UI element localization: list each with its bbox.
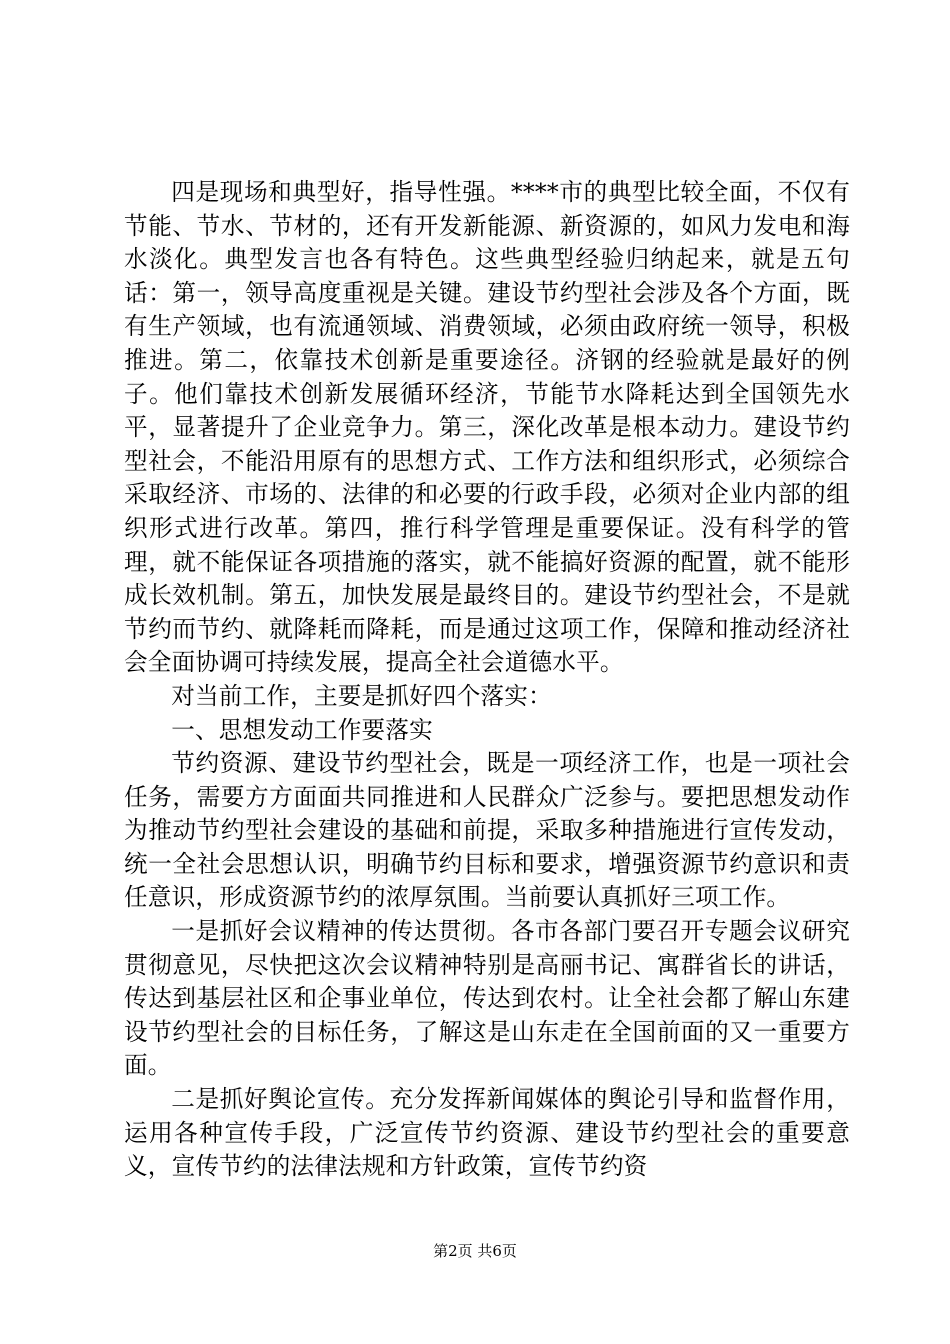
- document-body: [124, 176, 850, 1184]
- paragraph-current-work-intro: 对当前工作，主要是抓好四个落实：: [171, 681, 552, 710]
- section-heading-ideological-mobilization: 一、思想发动工作要落实: [171, 715, 433, 744]
- paragraph-resource-saving: 节约资源、建设节约型社会，既是一项经济工作，也是一项社会任务，需要方方面面共同推进和人民群众广泛参与。要把思想发动作为推动节约型社会建设的基础和前提，采取多种措施进行宣传发动，统一全社会思想认识，明确节约目标和要求，增强资源节约意识和责任意识，形成资源节约的浓厚氛围。当前要认真抓好三项工作。: [124, 749, 850, 912]
- page-number-footer: 第2页 共6页: [433, 1242, 517, 1260]
- paragraph-meeting-spirit: 一是抓好会议精神的传达贯彻。各市各部门要召开专题会议研究贯彻意见，尽快把这次会议精神特别是高丽书记、寓群省长的讲话，传达到基层社区和企事业单位，传达到农村。让全社会都了解山东建设节约型社会的目标任务，了解这是山东走在全国前面的又一重要方面。: [124, 917, 850, 1080]
- paragraph-public-opinion: 二是抓好舆论宣传。充分发挥新闻媒体的舆论引导和监督作用，运用各种宣传手段，广泛宣传节约资源、建设节约型社会的重要意义，宣传节约的法律法规和方针政策，宣传节约资: [124, 1085, 850, 1181]
- paragraph-typical-experience: 四是现场和典型好，指导性强。****市的典型比较全面，不仅有节能、节水、节材的，还有开发新能源、新资源的，如风力发电和海水淡化。典型发言也各有特色。这些典型经验归纳起来，就是五句话：第一，领导高度重视是关键。建设节约型社会涉及各个方面，既有生产领域，也有流通领域、消费领域，必须由政府统一领导，积极推进。第二，依靠技术创新是重要途径。济钢的经验就是最好的例子。他们靠技术创新发展循环经济，节能节水降耗达到全国领先水平，显著提升了企业竞争力。第三，深化改革是根本动力。建设节约型社会，不能沿用原有的思想方式、工作方法和组织形式，必须综合采取经济、市场的、法律的和必要的行政手段，必须对企业内部的组织形式进行改革。第四，推行科学管理是重要保证。没有科学的管理，就不能保证各项措施的落实，就不能搞好资源的配置，就不能形成长效机制。第五，加快发展是最终目的。建设节约型社会，不是就节约而节约、就降耗而降耗，而是通过这项工作，保障和推动经济社会全面协调可持续发展，提高全社会道德水平。: [124, 178, 850, 677]
